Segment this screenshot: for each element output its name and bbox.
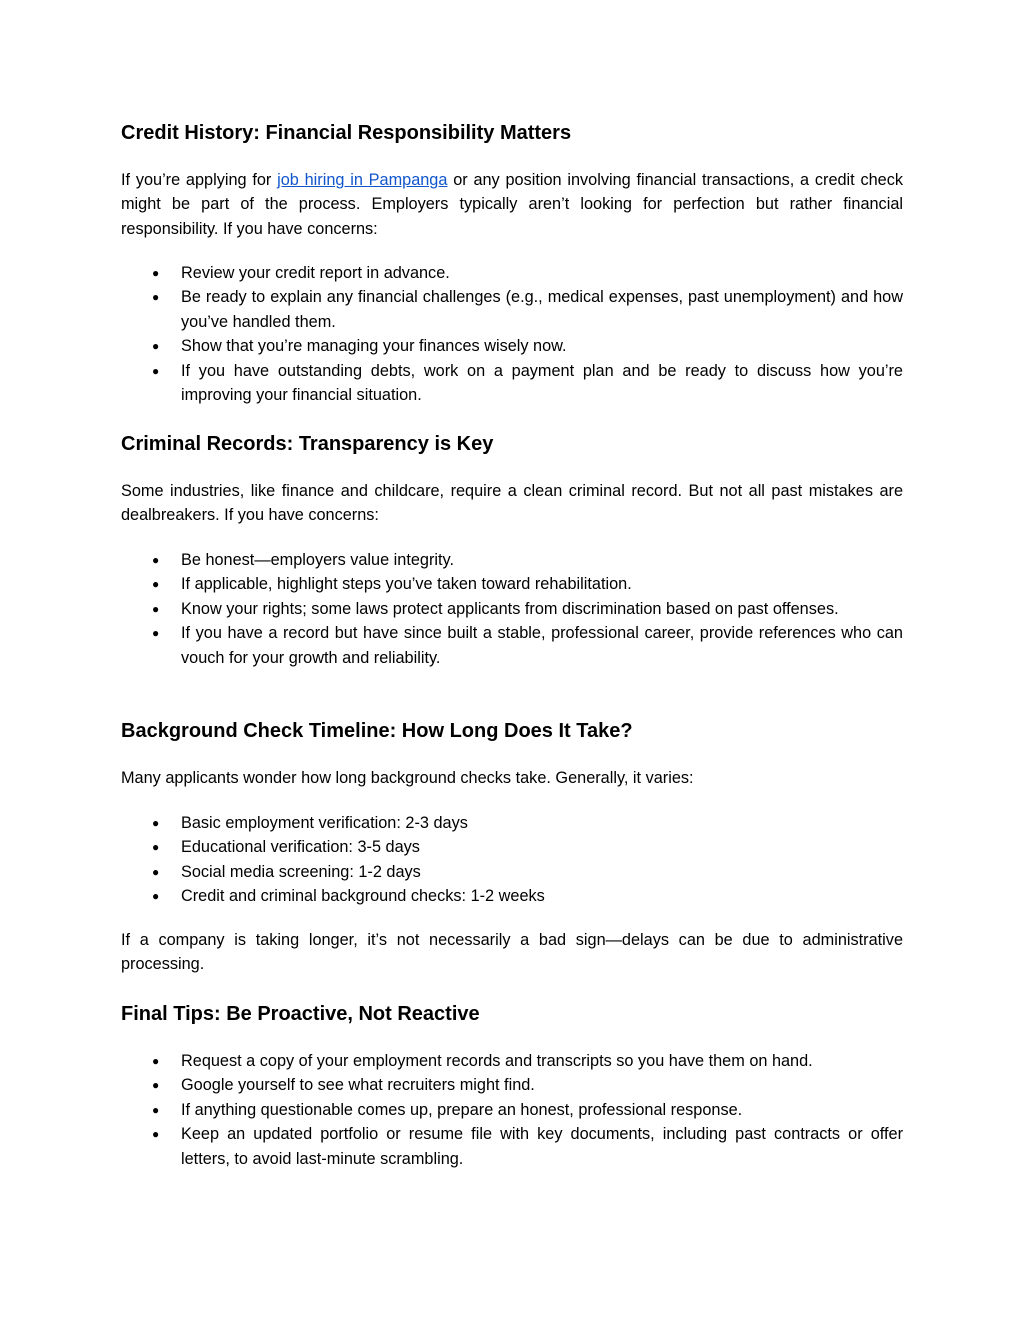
list-item (121, 597, 903, 621)
paragraph-timeline-outro: If a company is taking longer, it’s not necessarily a bad sign—delays can be due to administrative processing. (121, 931, 903, 974)
bullet-icon: ● (152, 840, 160, 855)
list-item-text: Show that you’re managing your finances wisely now. (181, 337, 567, 356)
list-item (121, 1098, 903, 1122)
bullet-icon: ● (152, 1127, 160, 1142)
list-item-text: Be ready to explain any financial challenges (e.g., medical expenses, past unemployment) and how you’ve handled them. (181, 288, 903, 331)
list-item (121, 334, 903, 358)
heading-final-tips: Final Tips: Be Proactive, Not Reactive (121, 1003, 480, 1025)
list-item-text: If you have a record but have since built a stable, professional career, provide references who can vouch for your growth and reliability. (181, 624, 903, 667)
list-item-text: Educational verification: 3-5 days (181, 838, 420, 857)
list-item (121, 884, 903, 908)
list-timeline-durations (121, 811, 903, 909)
list-item-text: If anything questionable comes up, prepare an honest, professional response. (181, 1100, 743, 1119)
bullet-icon: ● (152, 339, 160, 354)
bullet-icon: ● (152, 889, 160, 904)
list-item (121, 811, 903, 835)
list-item (121, 621, 903, 670)
list-item-text: Know your rights; some laws protect applicants from discrimination based on past offenses. (181, 599, 839, 618)
list-item-text: Keep an updated portfolio or resume file with key documents, including past contracts or offer letters, to avoid last-minute scrambling. (181, 1125, 903, 1168)
heading-credit-history: Credit History: Financial Responsibility Matters (121, 122, 572, 144)
credit-intro-text-end: or any position involving financial transactions, a credit check might be part of the process. Employers typically aren’t looking for perfection but rather financial responsibility. If you have concerns: (121, 171, 903, 238)
list-credit-tips (121, 261, 903, 407)
list-final-tips (121, 1049, 903, 1171)
list-item-text: Review your credit report in advance. (181, 264, 450, 282)
list-item (121, 359, 903, 408)
bullet-icon: ● (152, 816, 160, 830)
list-criminal-tips (121, 548, 903, 670)
credit-intro-text-start: If you’re applying for (121, 171, 278, 189)
bullet-icon: ● (152, 363, 160, 378)
list-item-text: Request a copy of your employment records and transcripts so you have them on hand. (181, 1052, 813, 1070)
list-item-text: Basic employment verification: 2-3 days (181, 814, 468, 832)
bullet-icon: ● (152, 626, 160, 641)
list-item (121, 1122, 903, 1171)
bullet-icon: ● (152, 290, 160, 305)
bullet-icon: ● (152, 1078, 160, 1093)
list-item (121, 572, 903, 596)
paragraph-criminal-intro: Some industries, like finance and childcare, require a clean criminal record. But not all past mistakes are dealbreakers. If you have concerns: (121, 482, 903, 525)
list-item-text: If you have outstanding debts, work on a payment plan and be ready to discuss how you’re improving your financial situation. (181, 361, 903, 405)
list-item-text: Be honest—employers value integrity. (181, 551, 454, 569)
list-item (121, 548, 903, 572)
list-item-text: Credit and criminal background checks: 1-2 weeks (181, 887, 545, 906)
bullet-icon: ● (152, 864, 160, 879)
list-item (121, 1049, 903, 1073)
heading-criminal-records: Criminal Records: Transparency is Key (121, 433, 494, 455)
paragraph-credit-intro (121, 168, 903, 241)
list-item (121, 285, 903, 334)
heading-background-timeline: Background Check Timeline: How Long Does It Take? (121, 720, 633, 742)
list-item (121, 860, 903, 884)
paragraph-timeline-intro: Many applicants wonder how long background checks take. Generally, it varies: (121, 769, 694, 787)
bullet-icon: ● (152, 266, 160, 280)
list-item (121, 261, 903, 285)
bullet-icon: ● (152, 1102, 160, 1117)
list-item-text: Google yourself to see what recruiters might find. (181, 1076, 535, 1095)
bullet-icon: ● (152, 601, 160, 616)
bullet-icon: ● (152, 1054, 160, 1068)
list-item (121, 1073, 903, 1097)
list-item-text: If applicable, highlight steps you’ve taken toward rehabilitation. (181, 575, 632, 594)
link-job-hiring-pampanga[interactable]: job hiring in Pampanga (277, 171, 448, 189)
bullet-icon: ● (152, 577, 160, 592)
bullet-icon: ● (152, 553, 160, 567)
list-item (121, 835, 903, 859)
list-item-text: Social media screening: 1-2 days (181, 862, 421, 881)
